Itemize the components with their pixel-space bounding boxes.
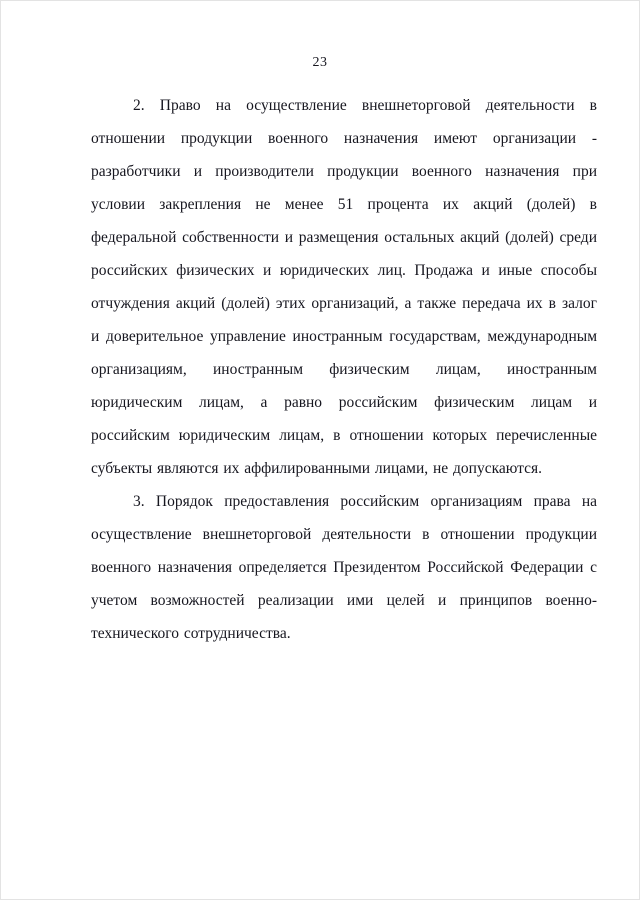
paragraph-3: 3. Порядок предоставления российским организациям права на осуществление внешнеторговой деятельности в отношении продукции военного назначения определяется Президентом Российской Федерации с учетом возможностей реализации ими целей и принципов военно-технического сотрудничества.	[91, 493, 597, 642]
paragraph-2: 2. Право на осуществление внешнеторговой деятельности в отношении продукции военного назначения имеют организации - разработчики и производители продукции военного назначения при условии закрепления не менее 51 процента их акций (долей) в федеральной собственности и размещения остальных акций (долей) среди российских физических и юридических лиц. Продажа и иные способы отчуждения акций (долей) этих организаций, а также передача их в залог и доверительное управление иностранным государствам, международным организациям, иностранным физическим лицам, иностранным юридическим лицам, а равно российским физическим лицам и российским юридическим лицам, в отношении которых перечисленные субъекты являются их аффилированными лицами, не допускаются.	[91, 97, 597, 477]
page-number: 23	[312, 55, 328, 70]
text-block	[91, 89, 597, 650]
